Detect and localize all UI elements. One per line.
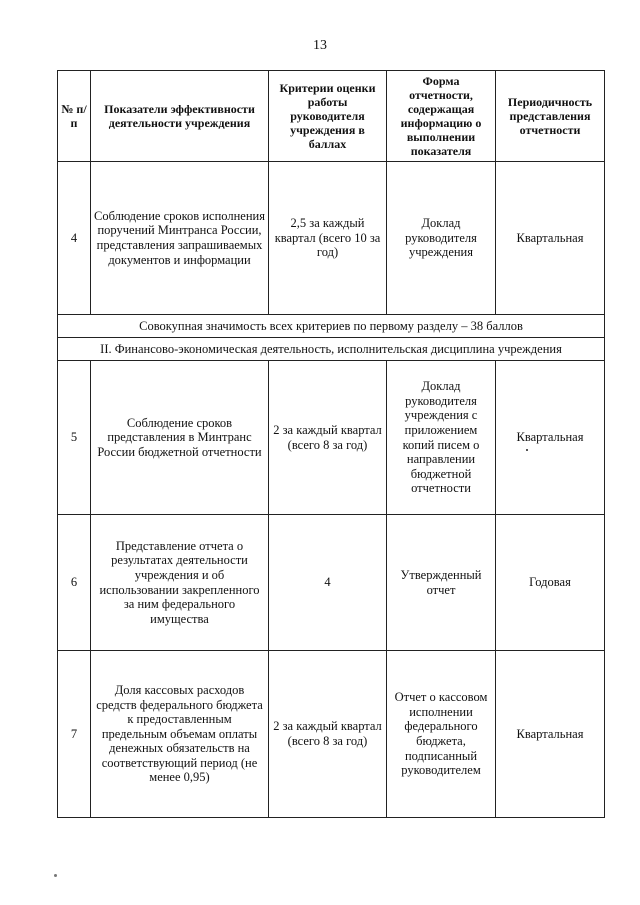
summary-row bbox=[58, 315, 605, 338]
section-1-summary: Совокупная значимость всех критериев по первому разделу – 38 баллов bbox=[58, 315, 605, 338]
indicators-table bbox=[57, 70, 605, 818]
row-period: Годовая bbox=[496, 515, 605, 651]
row-num: 7 bbox=[58, 651, 91, 818]
page-number: 13 bbox=[313, 38, 327, 53]
row-num: 4 bbox=[58, 162, 91, 315]
scan-speck bbox=[526, 449, 528, 451]
row-criteria: 2,5 за каждый квартал (всего 10 за год) bbox=[269, 162, 387, 315]
table-row bbox=[58, 361, 605, 515]
row-criteria: 2 за каждый квартал (всего 8 за год) bbox=[269, 361, 387, 515]
row-period: Квартальная bbox=[496, 361, 605, 515]
table-row bbox=[58, 651, 605, 818]
row-indicator: Соблюдение сроков представления в Минтранс России бюджетной отчетности bbox=[91, 361, 269, 515]
row-form: Утвержденный отчет bbox=[387, 515, 496, 651]
header-indicator: Показатели эффективности деятельности учреждения bbox=[91, 71, 269, 162]
header-form: Форма отчетности, содержащая информацию о выполнении показателя bbox=[387, 71, 496, 162]
row-period: Квартальная bbox=[496, 162, 605, 315]
header-criteria: Критерии оценки работы руководителя учреждения в баллах bbox=[269, 71, 387, 162]
header-num: № п/п bbox=[58, 71, 91, 162]
scan-speck bbox=[54, 874, 57, 877]
row-indicator: Доля кассовых расходов средств федерального бюджета к предоставленным предельным объемам оплаты денежных обязательств на соответствующий период (не менее 0,95) bbox=[91, 651, 269, 818]
row-form: Доклад руководителя учреждения bbox=[387, 162, 496, 315]
row-num: 6 bbox=[58, 515, 91, 651]
table-row bbox=[58, 162, 605, 315]
row-criteria: 4 bbox=[269, 515, 387, 651]
section-2-title: II. Финансово-экономическая деятельность, исполнительская дисциплина учреждения bbox=[58, 338, 605, 361]
header-period: Периодичность представления отчетности bbox=[496, 71, 605, 162]
row-num: 5 bbox=[58, 361, 91, 515]
row-form: Отчет о кассовом исполнении федерального бюджета, подписанный руководителем bbox=[387, 651, 496, 818]
row-indicator: Соблюдение сроков исполнения поручений Минтранса России, представления запрашиваемых документов и информации bbox=[91, 162, 269, 315]
table-header-row bbox=[58, 71, 605, 162]
section-row bbox=[58, 338, 605, 361]
row-indicator: Представление отчета о результатах деятельности учреждения и об использовании закрепленного за ним федерального имущества bbox=[91, 515, 269, 651]
row-form: Доклад руководителя учреждения с приложением копий писем о направлении бюджетной отчетности bbox=[387, 361, 496, 515]
row-criteria: 2 за каждый квартал (всего 8 за год) bbox=[269, 651, 387, 818]
row-period: Квартальная bbox=[496, 651, 605, 818]
table-row bbox=[58, 515, 605, 651]
